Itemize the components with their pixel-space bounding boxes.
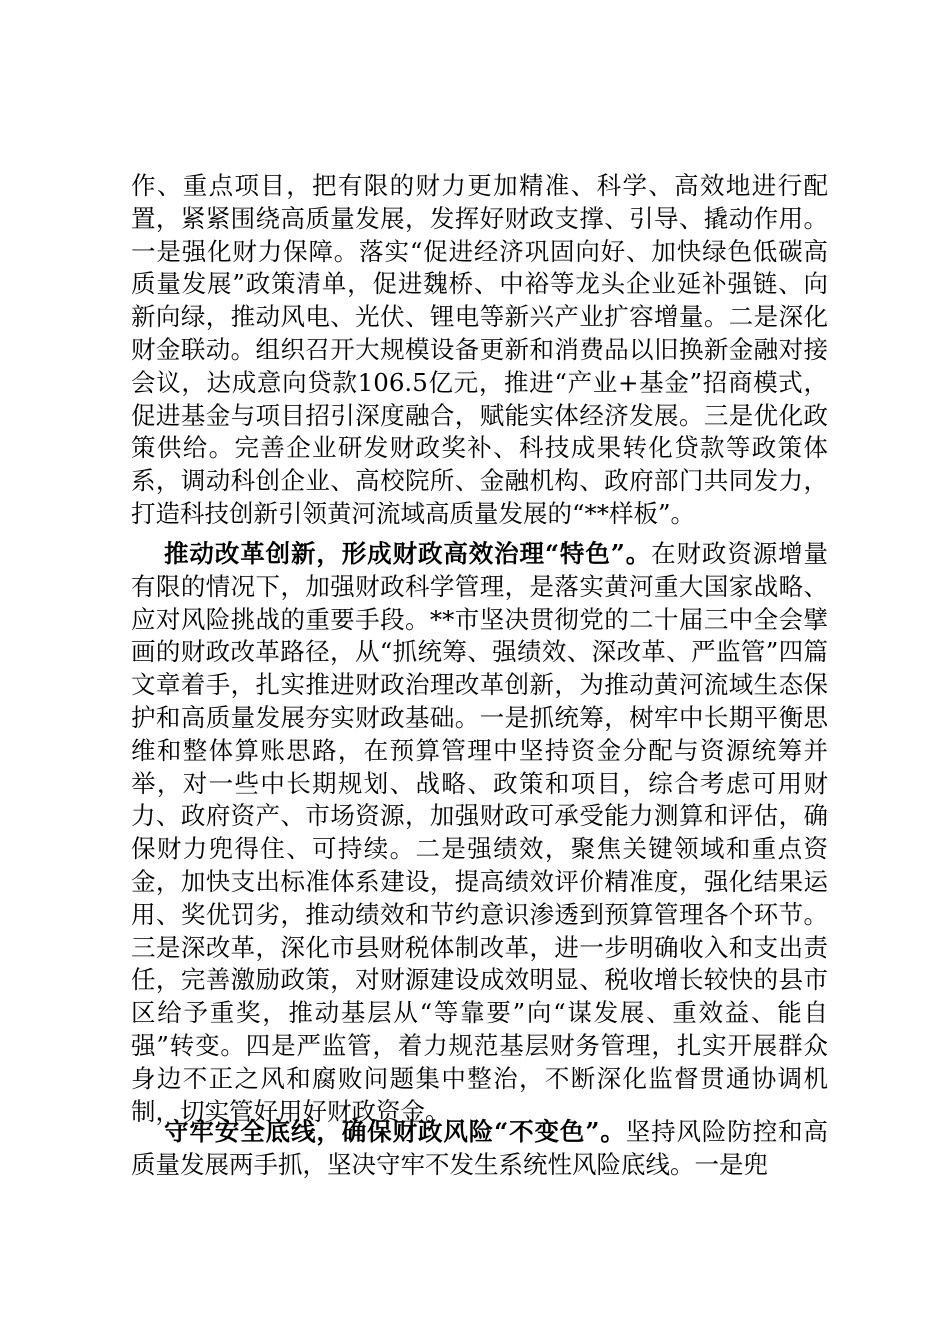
paragraph-2-lead: 推动改革创新，形成财政高效治理“特色”。 xyxy=(164,539,652,568)
paragraph-2 xyxy=(131,538,828,1128)
paragraph-3-lead: 守牢安全底线，确保财政风险“不变色”。 xyxy=(164,1117,626,1146)
paragraph-1 xyxy=(131,170,828,531)
paragraph-1-body: 作、重点项目，把有限的财力更加精准、科学、高效地进行配置，紧紧围绕高质量发展，发挥好财政支撑、引导、撬动作用。一是强化财力保障。落实“促进经济巩固向好、加快绿色低碳高质量发展”政策清单，促进魏桥、中裕等龙头企业延补强链、向新向绿，推动风电、光伏、锂电等新兴产业扩容增量。二是深化财金联动。组织召开大规模设备更新和消费品以旧换新金融对接会议，达成意向贷款106.5亿元，推进“产业+基金”招商模式，促进基金与项目招引深度融合，赋能实体经济发展。三是优化政策供给。完善企业研发财政奖补、科技成果转化贷款等政策体系，调动科创企业、高校院所、金融机构、政府部门共同发力，打造科技创新引领黄河流域高质量发展的“**样板”。 xyxy=(131,171,828,528)
paragraph-3 xyxy=(131,1116,828,1182)
paragraph-3-body: 坚持风险防控和高质量发展两手抓，坚决守牢不发生系统性风险底线。一是兜 xyxy=(131,1117,828,1179)
paragraph-2-body: 在财政资源增量有限的情况下，加强财政科学管理，是落实黄河重大国家战略、应对风险挑战的重要手段。**市坚决贯彻党的二十届三中全会擘画的财政改革路径，从“抓统筹、强绩效、深改革、严监管”四篇文章着手，扎实推进财政治理改革创新，为推动黄河流域生态保护和高质量发展夯实财政基础。一是抓统筹，树牢中长期平衡思维和整体算账思路，在预算管理中坚持资金分配与资源统筹并举，对一些中长期规划、战略、政策和项目，综合考虑可用财力、政府资产、市场资源，加强财政可承受能力测算和评估，确保财力兜得住、可持续。二是强绩效，聚焦关键领域和重点资金，加快支出标准体系建设，提高绩效评价精准度，强化结果运用、奖优罚劣，推动绩效和节约意识渗透到预算管理各个环节。三是深改革，深化市县财税体制改革，进一步明确收入和支出责任，完善激励政策，对财源建设成效明显、税收增长较快的县市区给予重奖，推动基层从“等靠要”向“谋发展、重效益、能自强”转变。四是严监管，着力规范基层财务管理，扎实开展群众身边不正之风和腐败问题集中整治，不断深化监督贯通协调机制，切实管好用好财政资金。 xyxy=(131,539,829,1126)
